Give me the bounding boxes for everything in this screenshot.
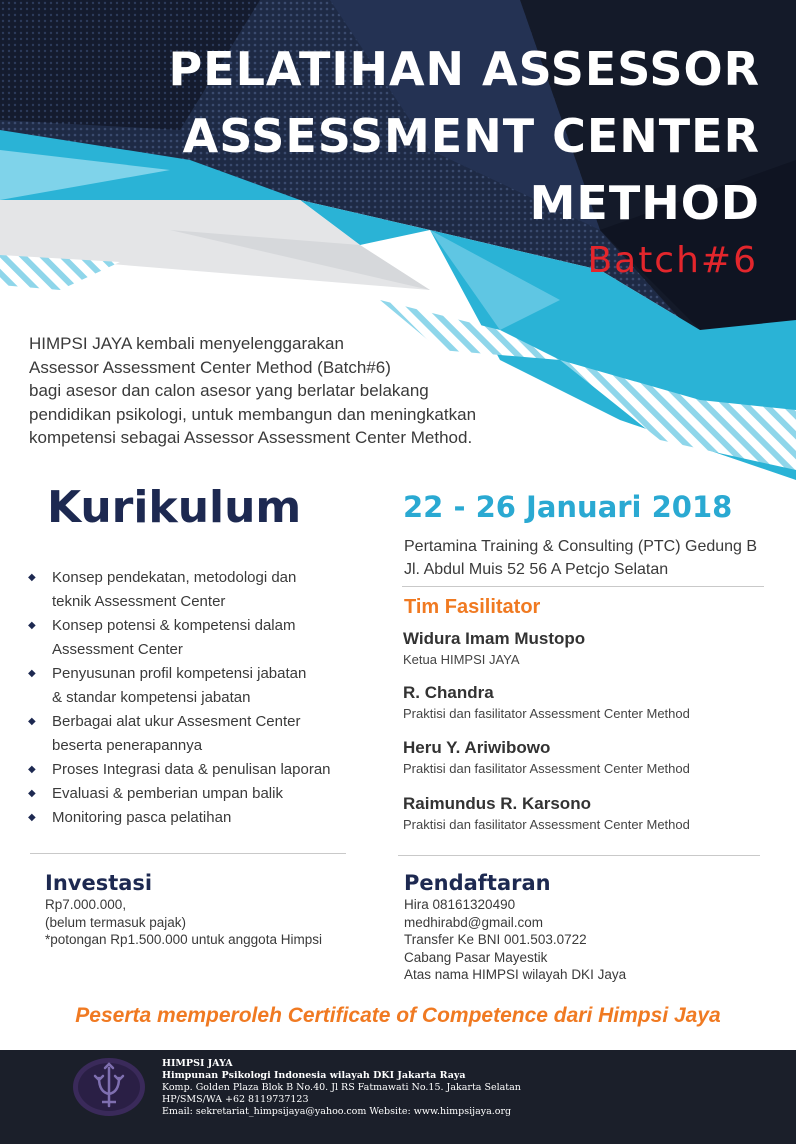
list-item: ◆ Proses Integrasi data & penulisan laporan	[26, 758, 376, 782]
intro-line: kompetensi sebagai Assessor Assessment Center Method.	[29, 428, 473, 447]
bullet-icon: ◆	[28, 572, 36, 583]
list-item: teknik Assessment Center	[52, 593, 226, 610]
list-item: ◆ Berbagai alat ukur Assesment Center	[26, 710, 376, 734]
kurikulum-list	[26, 566, 376, 830]
divider	[30, 853, 346, 854]
investasi-line: *potongan Rp1.500.000 untuk anggota Himpsi	[45, 932, 322, 947]
event-venue	[404, 535, 757, 581]
pendaftaran-details	[404, 896, 626, 984]
divider	[398, 855, 760, 856]
facilitator-item	[403, 738, 783, 776]
list-item: & standar kompetensi jabatan	[52, 689, 251, 706]
title-line: PELATIHAN ASSESSOR	[168, 42, 760, 96]
facilitator-name: R. Chandra	[403, 683, 494, 702]
facilitator-role: Praktisi dan fasilitator Assessment Center Method	[403, 817, 690, 832]
venue-line: Jl. Abdul Muis 52 56 A Petcjo Selatan	[404, 561, 669, 578]
investasi-line: Rp7.000.000,	[45, 897, 127, 912]
list-item: Assessment Center	[52, 641, 183, 658]
event-date: 22 - 26 Januari 2018	[403, 490, 733, 524]
pendaftaran-line: Hira 08161320490	[404, 897, 516, 912]
facilitators-heading: Tim Fasilitator	[404, 596, 541, 618]
list-item: ◆ Monitoring pasca pelatihan	[26, 806, 376, 830]
pendaftaran-line: Atas nama HIMPSI wilayah DKI Jaya	[404, 967, 627, 982]
footer-org-full: Himpunan Psikologi Indonesia wilayah DKI Jakarta Raya	[162, 1070, 466, 1081]
intro-line: bagi asesor dan calon asesor yang berlatar belakang	[29, 381, 429, 400]
bullet-icon: ◆	[28, 788, 36, 799]
bullet-icon: ◆	[28, 668, 36, 679]
title-line: METHOD	[529, 176, 760, 230]
footer-email-website: Email: sekretariat_himpsijaya@yahoo.com Website: www.himpsijaya.org	[162, 1106, 512, 1117]
main-title	[60, 36, 760, 237]
facilitator-name: Raimundus R. Karsono	[403, 794, 591, 813]
bullet-icon: ◆	[28, 620, 36, 631]
kurikulum-heading: Kurikulum	[47, 482, 302, 533]
facilitator-item	[403, 794, 783, 832]
intro-line: HIMPSI JAYA kembali menyelenggarakan	[29, 334, 344, 353]
facilitator-item	[403, 629, 783, 667]
facilitator-role: Ketua HIMPSI JAYA	[403, 652, 520, 667]
facilitator-role: Praktisi dan fasilitator Assessment Center Method	[403, 706, 690, 721]
title-line: ASSESSMENT CENTER	[182, 109, 760, 163]
intro-line: Assessor Assessment Center Method (Batch#6)	[29, 357, 391, 377]
facilitator-item	[403, 683, 783, 721]
facilitator-name: Widura Imam Mustopo	[403, 629, 586, 648]
intro-line: pendidikan psikologi, untuk membangun dan meningkatkan	[29, 404, 477, 424]
list-item: ◆ Konsep potensi & kompetensi dalam	[26, 614, 376, 638]
certificate-note: Peserta memperoleh Certificate of Competence dari Himpsi Jaya	[75, 1004, 721, 1027]
footer-org: HIMPSI JAYA	[162, 1058, 233, 1069]
footer-contact	[162, 1058, 521, 1118]
list-item: beserta penerapannya	[52, 737, 203, 754]
pendaftaran-line: Cabang Pasar Mayestik	[404, 949, 548, 965]
pendaftaran-line: Transfer Ke BNI 001.503.0722	[404, 932, 587, 947]
intro-paragraph	[29, 332, 589, 450]
batch-label: Batch#6	[587, 240, 758, 281]
divider	[402, 586, 764, 587]
facilitator-role: Praktisi dan fasilitator Assessment Center Method	[403, 761, 690, 776]
bullet-icon: ◆	[28, 764, 36, 775]
investasi-heading: Investasi	[45, 871, 153, 895]
footer-phone: HP/SMS/WA +62 8119737123	[162, 1094, 309, 1105]
list-item: ◆ Evaluasi & pemberian umpan balik	[26, 782, 376, 806]
bullet-icon: ◆	[28, 812, 36, 823]
investasi-line: (belum termasuk pajak)	[45, 914, 187, 930]
venue-line: Pertamina Training & Consulting (PTC) Gedung B	[404, 538, 758, 555]
bullet-icon: ◆	[28, 716, 36, 727]
himpsi-logo-icon	[69, 1056, 149, 1118]
facilitator-name: Heru Y. Ariwibowo	[403, 738, 551, 757]
investasi-details	[45, 896, 322, 949]
list-item: ◆ Penyusunan profil kompetensi jabatan	[26, 662, 376, 686]
list-item: ◆ Konsep pendekatan, metodologi dan	[26, 566, 376, 590]
footer-address: Komp. Golden Plaza Blok B No.40. Jl RS Fatmawati No.15. Jakarta Selatan	[162, 1082, 521, 1093]
pendaftaran-heading: Pendaftaran	[404, 871, 551, 895]
pendaftaran-email: medhirabd@gmail.com	[404, 914, 544, 930]
